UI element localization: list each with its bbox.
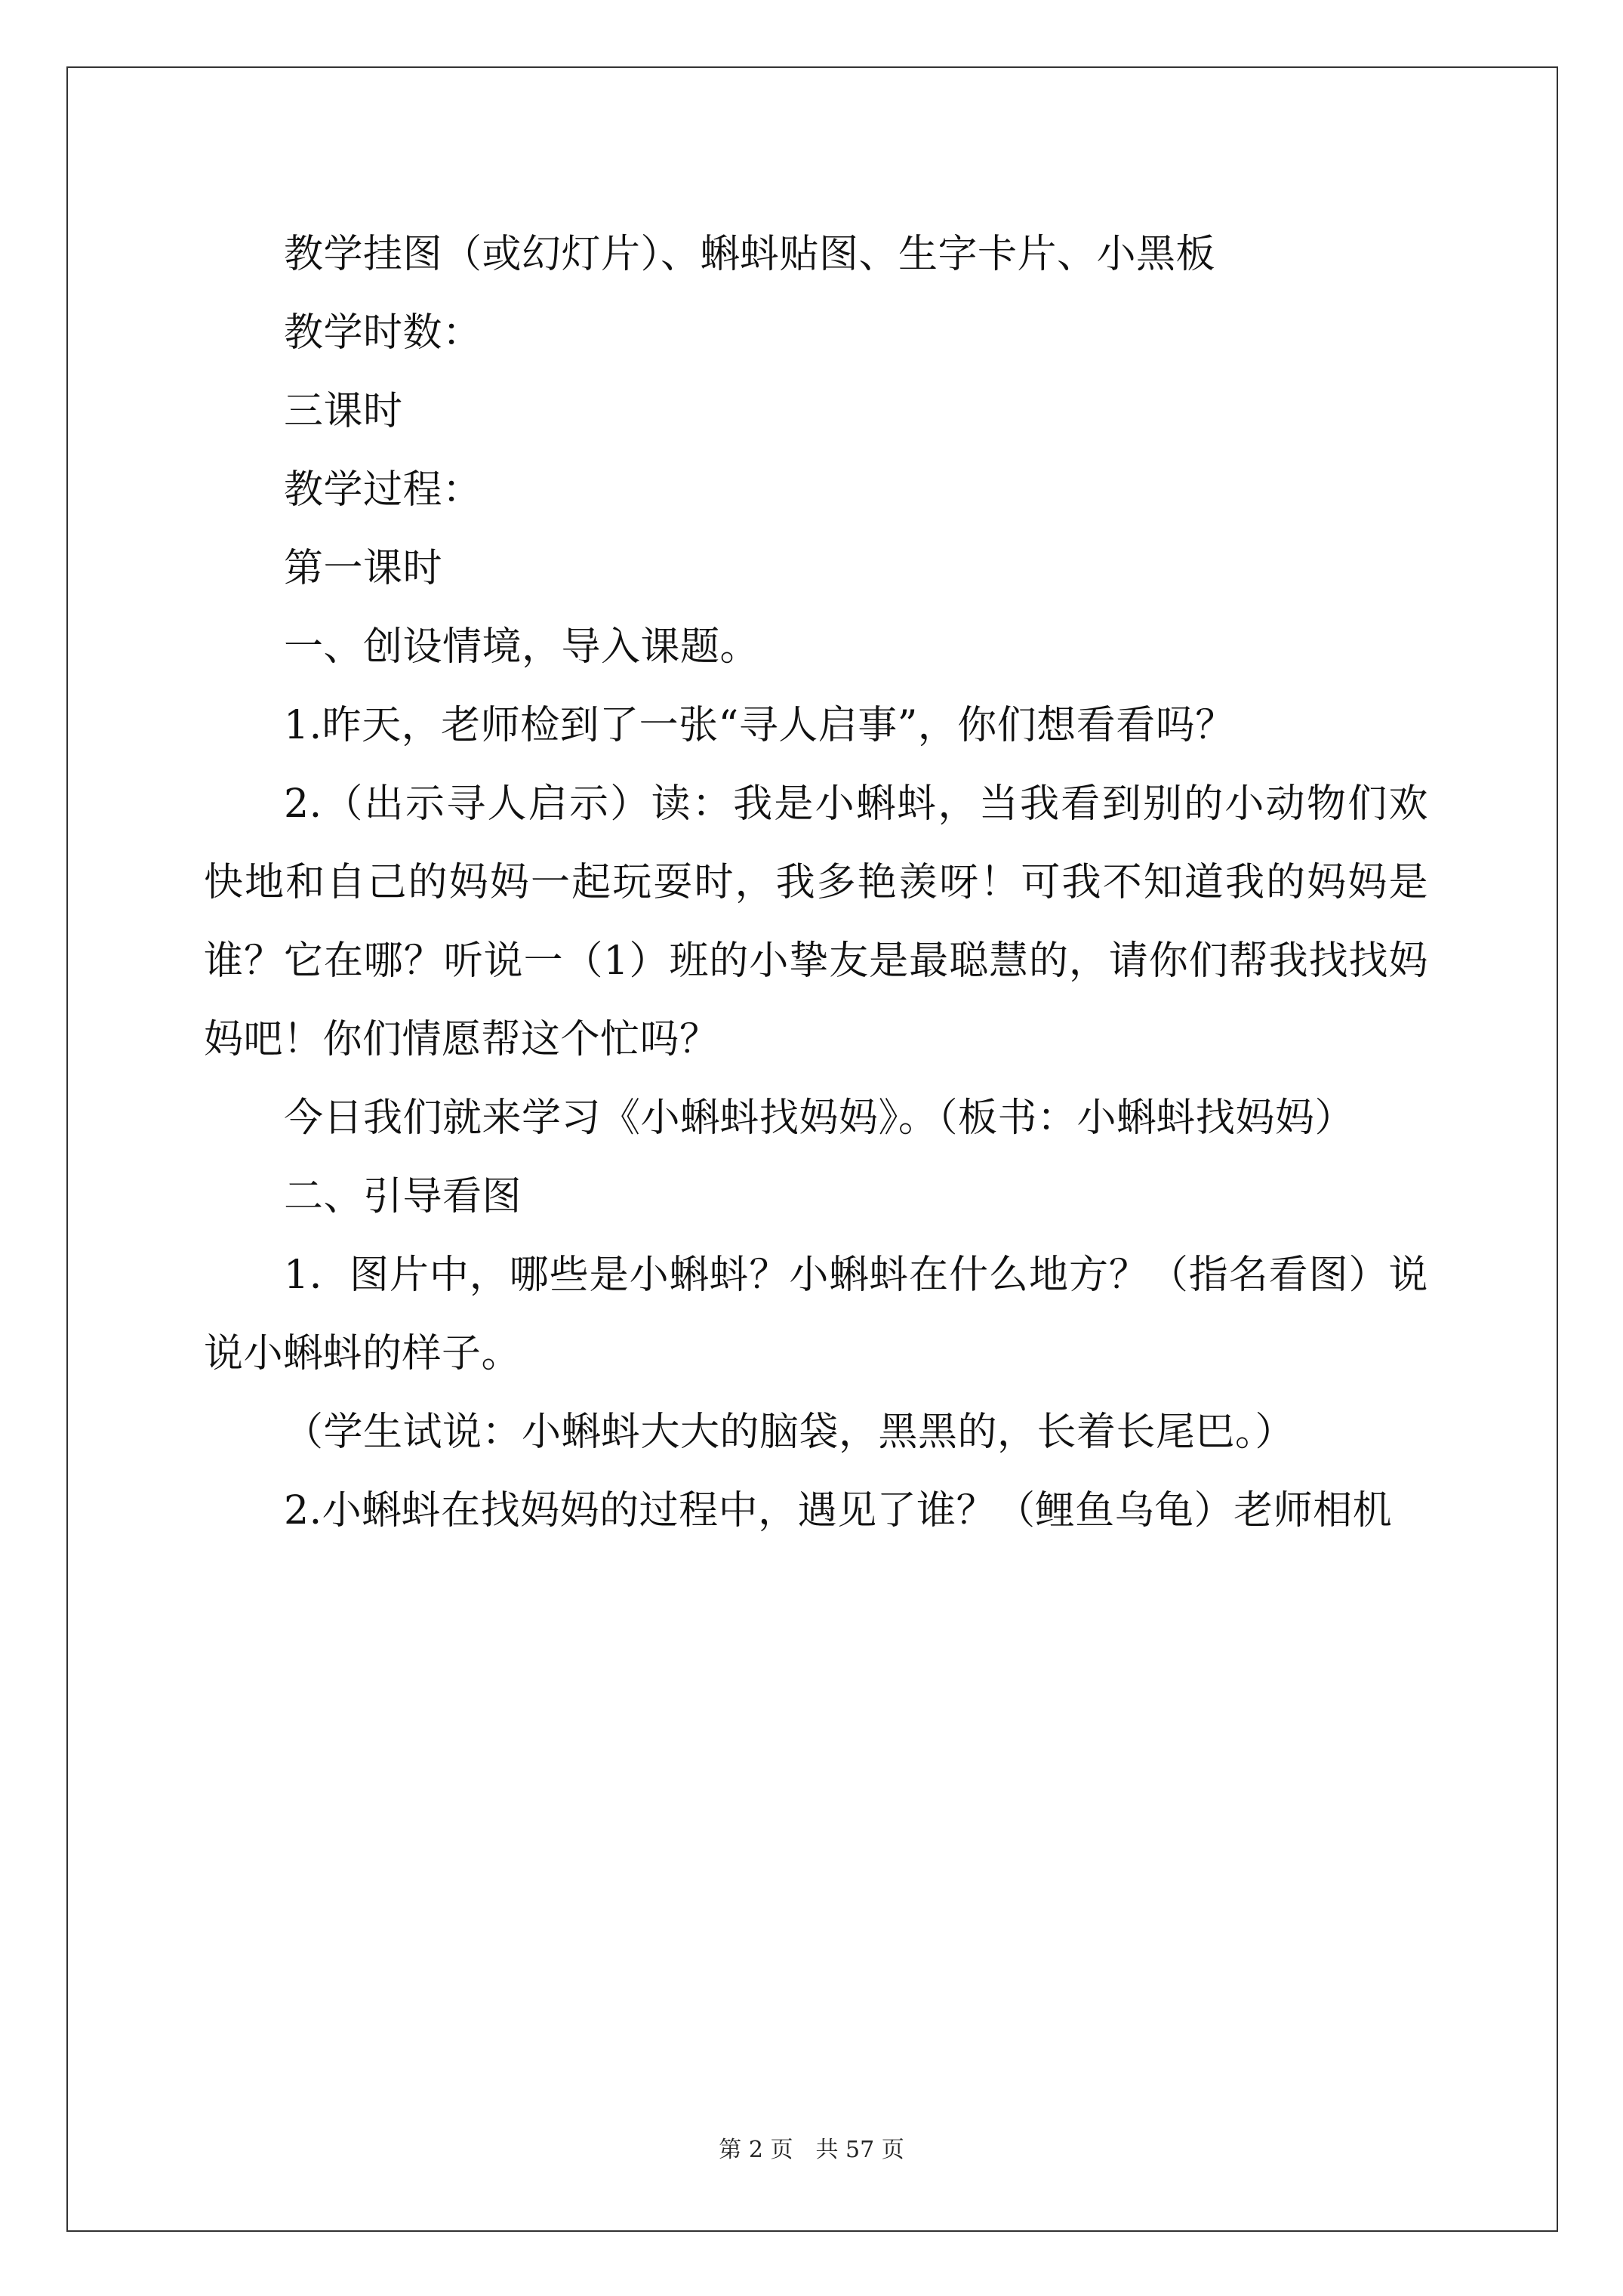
paragraph-meeting-question: 2.小蝌蚪在找妈妈的过程中，遇见了谁？（鲤鱼乌龟）老师相机 bbox=[284, 1488, 1393, 1533]
page-footer bbox=[0, 2135, 1623, 2165]
paragraph-teaching-hours-label: 教学时数： bbox=[284, 310, 482, 356]
paragraph-item-2: 2.（出示寻人启示）读：我是小蝌蚪，当我看到别的小动物们欢快地和自己的妈妈一起玩耍时，我多艳羡呀！可我不知道我的妈妈是谁？它在哪？听说一（1）班的小挚友是最聪慧的，请你们帮我找找妈妈吧！你们情愿帮这个忙吗？ bbox=[204, 781, 1428, 1062]
paragraph-teaching-hours: 三课时 bbox=[284, 389, 403, 434]
page-number: 第 2 页 bbox=[719, 2137, 793, 2163]
paragraph-section-two: 二、引导看图 bbox=[284, 1174, 522, 1219]
paragraph-section-one: 一、创设情境，导入课题。 bbox=[284, 624, 760, 670]
paragraph-student-answer: （学生试说：小蝌蚪大大的脑袋，黑黑的，长着长尾巴。） bbox=[284, 1410, 1295, 1455]
paragraph-first-lesson: 第一课时 bbox=[284, 546, 443, 591]
paragraph-item-1: 1.昨天，老师检到了一张“寻人启事”，你们想看看吗？ bbox=[284, 703, 1235, 748]
paragraph-process-label: 教学过程： bbox=[284, 467, 482, 513]
page-total: 共 57 页 bbox=[815, 2137, 904, 2163]
document-body bbox=[204, 215, 1428, 1550]
paragraph-picture-question: 1．图片中，哪些是小蝌蚪？小蝌蚪在什么地方？（指名看图）说说小蝌蚪的样子。 bbox=[204, 1253, 1428, 1376]
paragraph-today: 今日我们就来学习《小蝌蚪找妈妈》。（板书：小蝌蚪找妈妈） bbox=[284, 1096, 1355, 1141]
paragraph-materials: 教学挂图（或幻灯片）、蝌蚪贴图、生字卡片、小黑板 bbox=[284, 232, 1216, 277]
